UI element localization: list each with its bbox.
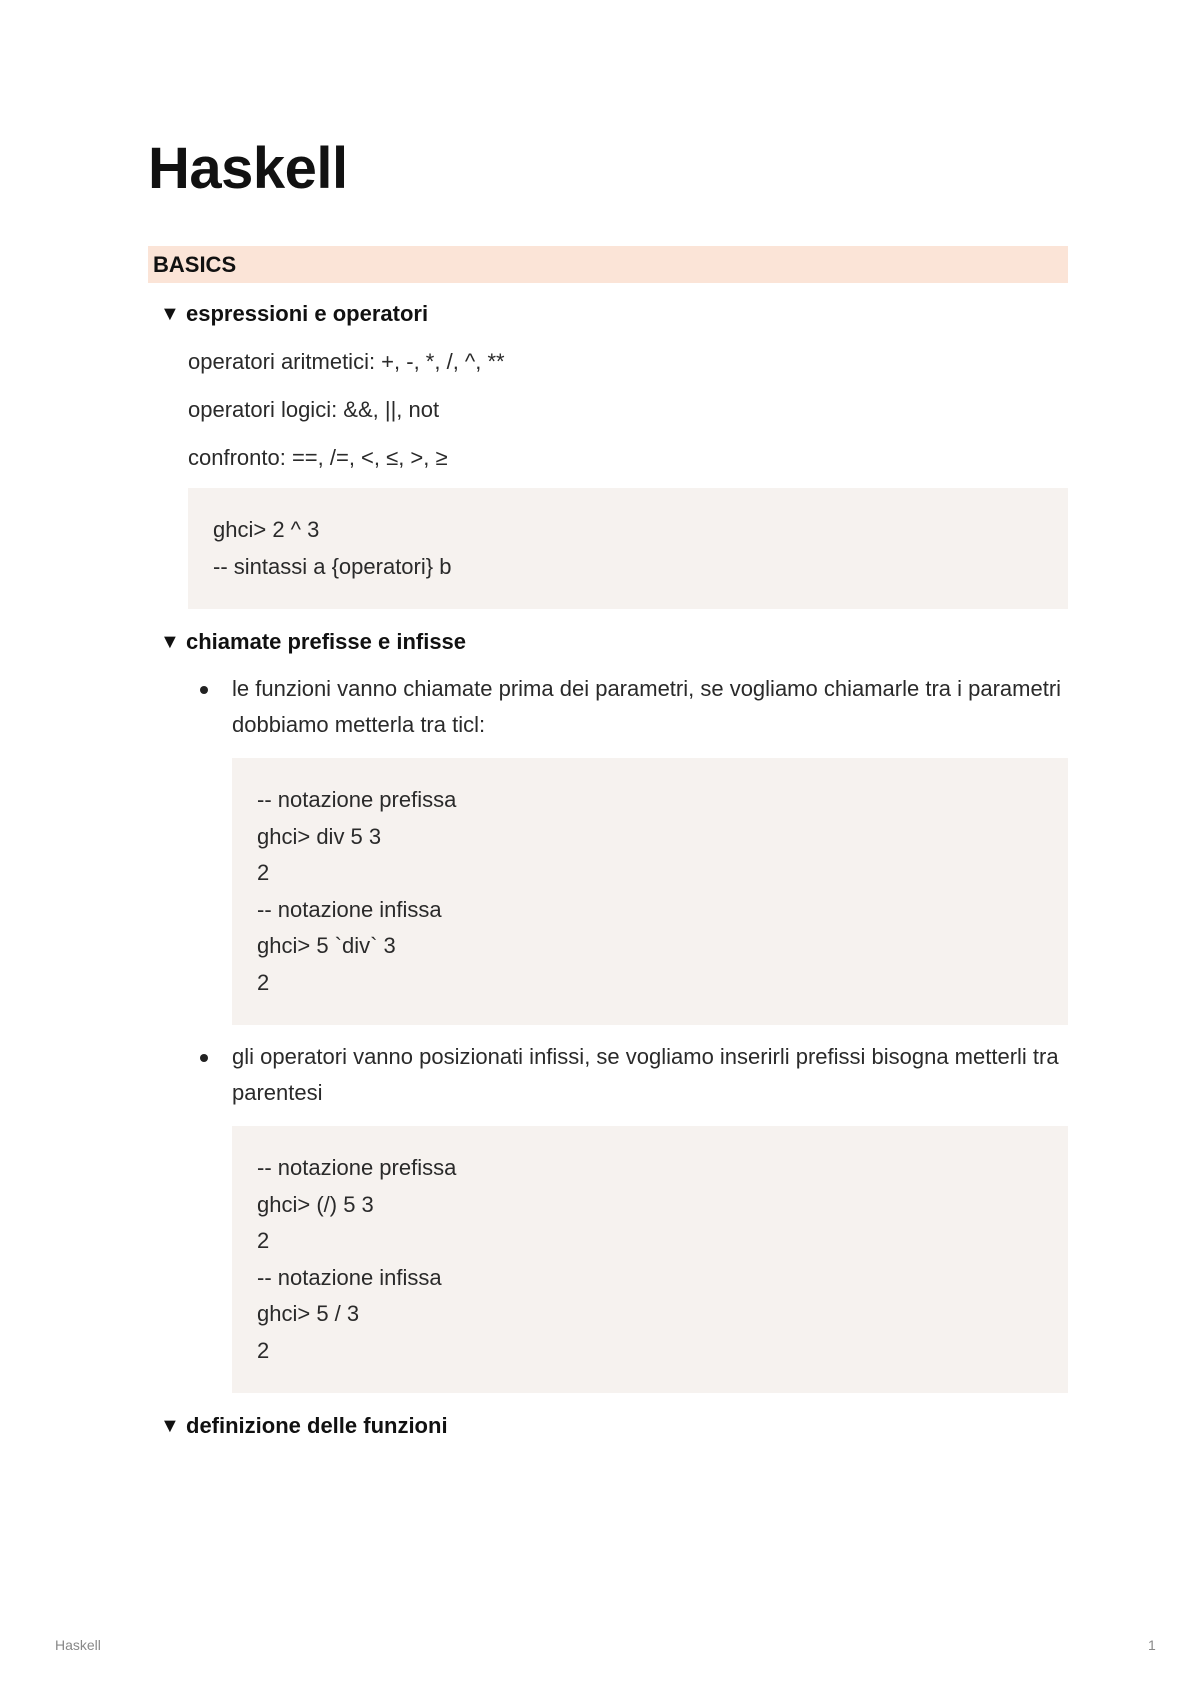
- toggle-body: [188, 671, 1068, 1393]
- paragraph: confronto: ==, /=, <, ≤, >, ≥: [188, 445, 448, 470]
- toggle-header[interactable]: [160, 297, 1068, 331]
- toggle-heading: definizione delle funzioni: [186, 1413, 448, 1438]
- document-page: [148, 136, 1068, 1443]
- toggle-espressioni: [160, 297, 1068, 609]
- toggle-heading: chiamate prefisse e infisse: [186, 629, 467, 654]
- footer-page-number: 1: [1148, 1637, 1156, 1653]
- toggle-heading: espressioni e operatori: [186, 301, 429, 326]
- code-block: ghci> 2 ^ 3 -- sintassi a {operatori} b: [188, 488, 1068, 609]
- toggle-header[interactable]: [160, 1409, 1068, 1443]
- code-block: -- notazione prefissa ghci> (/) 5 3 2 -- notazione infissa ghci> 5 / 3 2: [232, 1126, 1068, 1393]
- list-item-text: le funzioni vanno chiamate prima dei parametri, se vogliamo chiamarle tra i parametri dobbiamo metterla tra ticl:: [232, 676, 1062, 737]
- list-item-text: gli operatori vanno posizionati infissi, se vogliamo inserirli prefissi bisogna metterli tra parentesi: [232, 1044, 1059, 1105]
- footer-document-title: Haskell: [55, 1637, 101, 1653]
- triangle-down-icon[interactable]: ▼: [160, 302, 180, 325]
- paragraph: operatori logici: &&, ||, not: [188, 397, 440, 422]
- toggle-chiamate: [160, 625, 1068, 1393]
- section-heading-basics: BASICS: [148, 246, 1068, 283]
- page-title: Haskell: [148, 136, 348, 201]
- triangle-down-icon[interactable]: ▼: [160, 1414, 180, 1437]
- paragraph: operatori aritmetici: +, -, *, /, ^, **: [188, 349, 505, 374]
- code-block: -- notazione prefissa ghci> div 5 3 2 -- notazione infissa ghci> 5 `div` 3 2: [232, 758, 1068, 1025]
- toggle-header[interactable]: [160, 625, 1068, 659]
- list-item: [188, 671, 1068, 1025]
- toggle-body: [188, 345, 1068, 609]
- bullet-list: [188, 671, 1068, 1393]
- triangle-down-icon[interactable]: ▼: [160, 630, 180, 653]
- bullet-icon: [200, 1054, 208, 1062]
- bullet-icon: [200, 686, 208, 694]
- list-item: [188, 1039, 1068, 1393]
- toggle-definizione: [160, 1409, 1068, 1443]
